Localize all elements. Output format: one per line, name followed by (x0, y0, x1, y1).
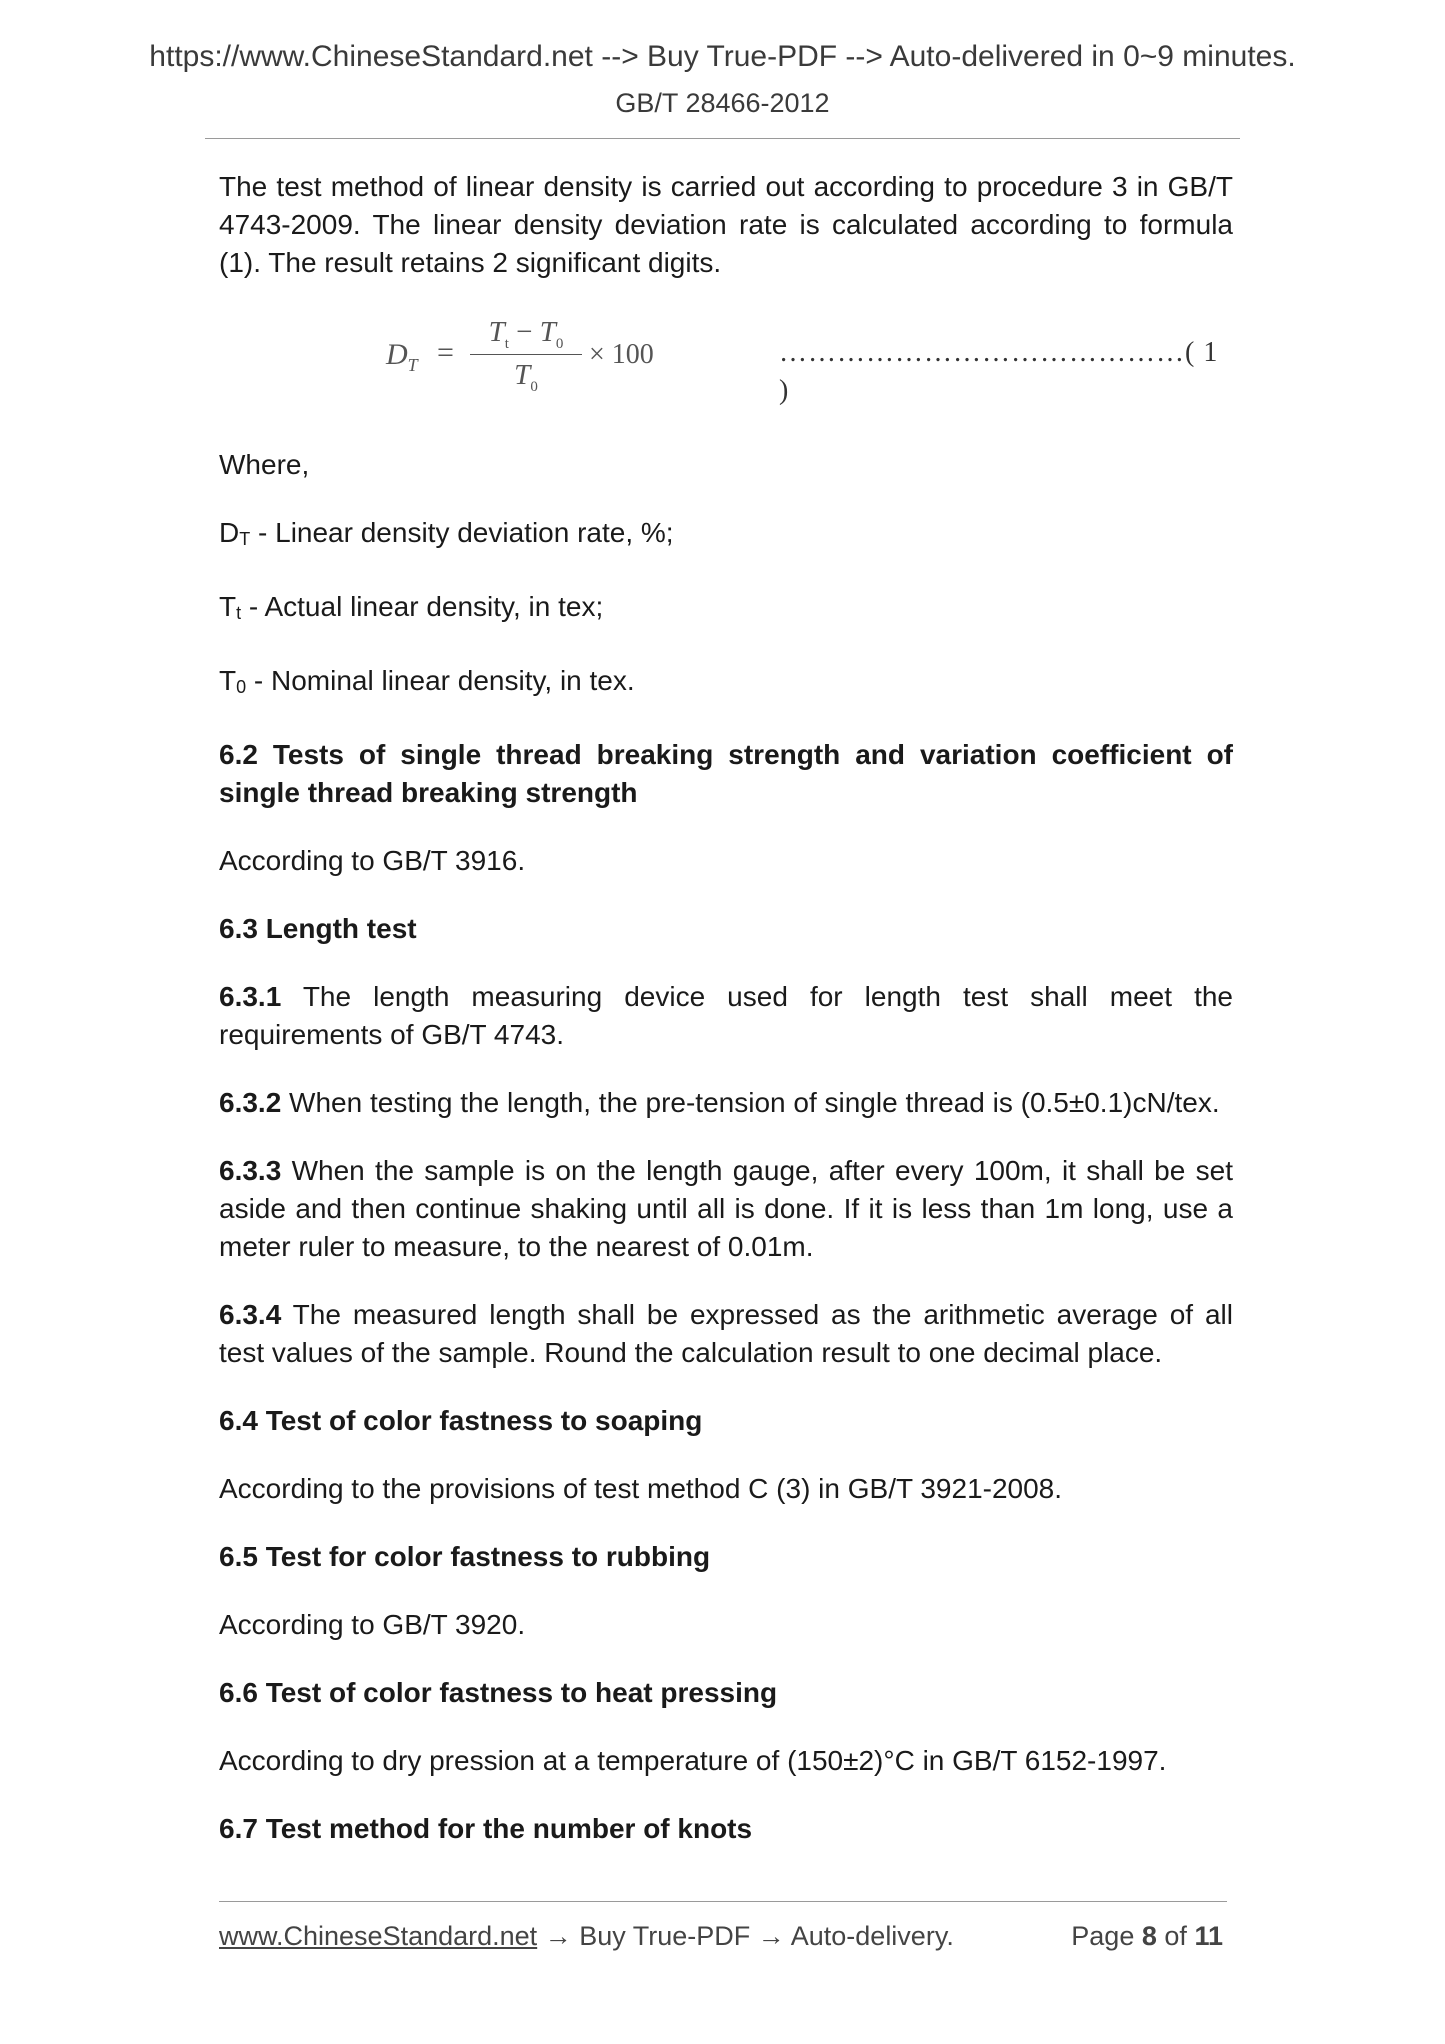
section-6-4-body: According to the provisions of test method C (3) in GB/T 3921-2008. (219, 1473, 1063, 1504)
section-6-5-heading: 6.5 Test for color fastness to rubbing (219, 1541, 711, 1572)
header-doc-code: GB/T 28466-2012 (615, 88, 830, 118)
clause-6-3-2: 6.3.2 When testing the length, the pre-tension of single thread is (0.5±0.1)cN/tex. (219, 1087, 1220, 1118)
section-6-5-body: According to GB/T 3920. (219, 1609, 526, 1640)
formula-fraction (464, 312, 588, 395)
footer-divider (219, 1901, 1227, 1902)
intro-paragraph: The test method of linear density is carried out according to procedure 3 in GB/T 4743-2009. The linear density deviation rate is calculated according to formula (1). The result retains 2 significant digits. (219, 171, 1233, 278)
section-6-7-heading: 6.7 Test method for the number of knots (219, 1813, 753, 1844)
footer-site-link[interactable]: www.ChineseStandard.net (219, 1921, 538, 1951)
section-6-4-heading: 6.4 Test of color fastness to soaping (219, 1405, 703, 1436)
formula-multiplier: × 100 (589, 339, 654, 370)
formula-numerator: $T_t - T_0$ (488, 316, 564, 352)
header-divider (205, 138, 1240, 139)
section-6-3-heading: 6.3 Length test (219, 913, 417, 944)
page-body (219, 168, 1233, 1848)
clause-6-3-4: 6.3.4 The measured length shall be expressed as the arithmetic average of all test values of the sample. Round the calculation result to one decimal place. (219, 1299, 1233, 1368)
formula-denominator: $T_0$ (514, 359, 538, 395)
clause-6-3-1: 6.3.1 The length measuring device used for length test shall meet the requirements of GB/T 4743. (219, 981, 1233, 1050)
definition-dt: DT - Linear density deviation rate, %; (219, 517, 674, 549)
total-pages: 11 (1194, 1921, 1223, 1951)
page-indicator: Page 8 of 11 (1071, 1921, 1223, 1951)
definition-tt: Tt - Actual linear density, in tex; (219, 591, 604, 623)
section-6-6-body: According to dry pression at a temperature of (150±2)°C in GB/T 6152-1997. (219, 1745, 1167, 1776)
section-6-2-heading: 6.2 Tests of single thread breaking strength and variation coefficient of single thread breaking strength (219, 739, 1233, 808)
section-6-2-body: According to GB/T 3916. (219, 845, 526, 876)
formula-lhs: $D_T$ (386, 338, 418, 375)
formula-equals: = (437, 336, 454, 369)
footer-tagline: → Buy True-PDF → Auto-delivery. (537, 1921, 954, 1951)
footer-promo (219, 1921, 954, 1952)
current-page: 8 (1141, 1921, 1157, 1951)
clause-6-3-3: 6.3.3 When the sample is on the length gauge, after every 100m, it shall be set aside and then continue shaking until all is done. If it is less than 1m long, use a meter ruler to measure, to the nearest of 0.01m. (219, 1155, 1233, 1262)
where-label: Where, (219, 449, 310, 480)
formula-1 (219, 312, 1233, 404)
header-url-line: https://www.ChineseStandard.net --> Buy True-PDF --> Auto-delivered in 0~9 minutes. (149, 40, 1296, 73)
formula-number: ……………………………………( 1 ) (779, 337, 1219, 406)
definition-t0: T0 - Nominal linear density, in tex. (219, 665, 635, 697)
section-6-6-heading: 6.6 Test of color fastness to heat pressing (219, 1677, 778, 1708)
